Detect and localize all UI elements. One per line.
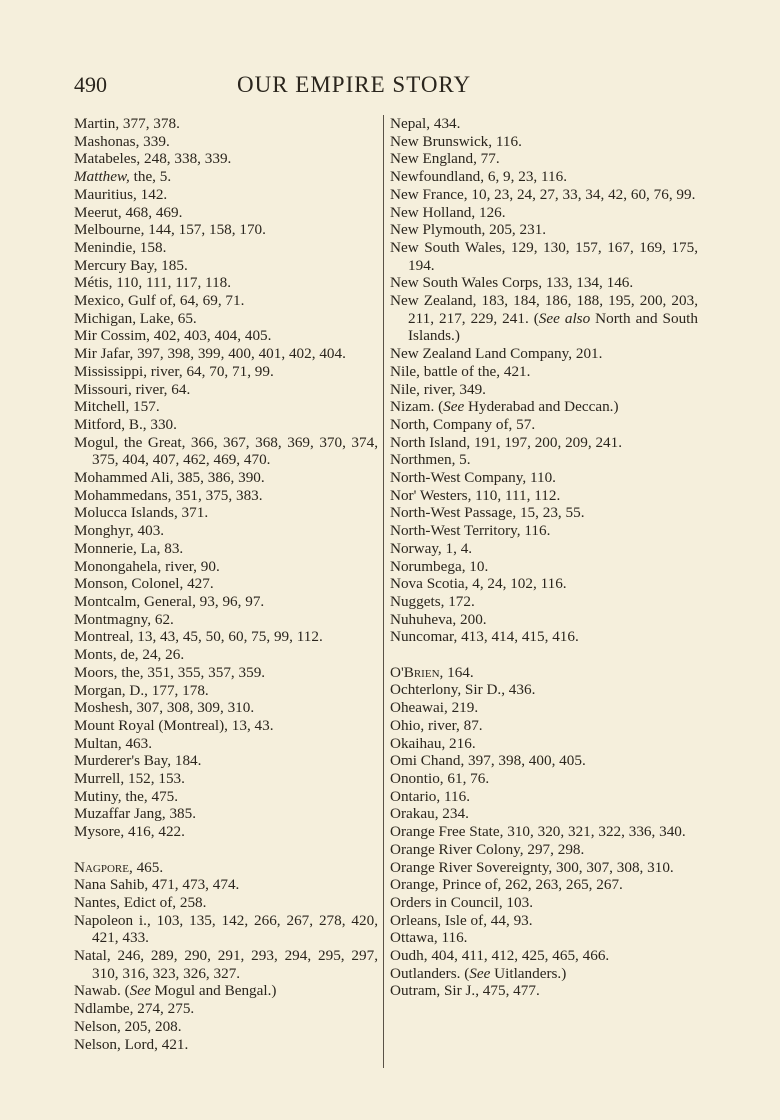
index-entry-part: Mir Cossim, 402, 403, 404, 405. xyxy=(74,327,272,345)
index-entry xyxy=(74,257,378,275)
index-entry xyxy=(390,699,698,717)
index-entry-part: Mutiny, the, 475. xyxy=(74,787,179,805)
index-entry xyxy=(390,540,698,558)
index-entry-part: Nuggets, 172. xyxy=(390,592,475,610)
index-entry-part: Mauritius, 142. xyxy=(74,185,168,203)
index-entry-part: Nepal, 434. xyxy=(390,115,461,132)
index-entry-part: Northmen, 5. xyxy=(390,451,471,469)
index-entry xyxy=(390,239,698,274)
index-entry-part: Orders in Council, 103. xyxy=(390,893,533,911)
index-entry xyxy=(74,540,378,558)
index-entry xyxy=(390,204,698,222)
index-entry-part: Monghyr, 403. xyxy=(74,522,165,540)
index-entry xyxy=(74,558,378,576)
index-entry-part: Monongahela, river, 90. xyxy=(74,557,220,575)
index-entry-part: Uitlanders.) xyxy=(490,964,567,982)
index-entry-part: Murderer's Bay, 184. xyxy=(74,752,202,770)
index-entry-part: North-West Company, 110. xyxy=(390,469,556,487)
running-title: OUR EMPIRE STORY xyxy=(237,72,472,97)
index-entry xyxy=(390,805,698,823)
index-entry xyxy=(74,699,378,717)
index-entry-part: Moors, the, 351, 355, 357, 359. xyxy=(74,663,266,681)
index-entry xyxy=(74,168,378,186)
index-entry-part: Muzaffar Jang, 385. xyxy=(74,805,197,823)
index-entry-part: New Zealand, 183, 184, 186, 188, 195, 200, 203, 211, 217, 229, 241. ( xyxy=(390,292,698,327)
index-entry xyxy=(74,682,378,700)
index-entry-part: Mercury Bay, 185. xyxy=(74,256,188,274)
index-entry xyxy=(74,628,378,646)
index-entry-part: New Brunswick, 116. xyxy=(390,132,522,150)
index-entry xyxy=(390,912,698,930)
index-entry-part: Mogul and Bengal.) xyxy=(150,982,277,1000)
index-entry-part: Matthew, xyxy=(74,168,130,186)
index-entry xyxy=(390,469,698,487)
index-entry xyxy=(390,876,698,894)
index-entry-part: Matabeles, 248, 338, 339. xyxy=(74,150,232,168)
index-entry-part: , 465. xyxy=(128,858,164,876)
index-entry xyxy=(74,1000,378,1018)
page-number: 490 xyxy=(74,72,107,97)
index-entry-part: Orakau, 234. xyxy=(390,805,469,823)
index-entry xyxy=(74,646,378,664)
index-entry xyxy=(74,859,378,877)
index-entry-part: Nelson, Lord, 421. xyxy=(74,1035,189,1053)
index-entry-part: Montreal, 13, 43, 45, 50, 60, 75, 99, 112. xyxy=(74,628,323,646)
index-entry-part: Outlanders. ( xyxy=(390,964,470,982)
index-entry-part: Orange Free State, 310, 320, 321, 322, 336, 340. xyxy=(390,823,686,841)
index-entry-part: North Island, 191, 197, 200, 209, 241. xyxy=(390,433,623,451)
index-entry-part: Murrell, 152, 153. xyxy=(74,770,185,788)
index-entry-part: Nawab. ( xyxy=(74,982,130,1000)
index-entry xyxy=(390,664,698,682)
index-column-left xyxy=(74,115,378,1053)
index-entry-part: Hyderabad and Deccan.) xyxy=(464,398,619,416)
index-entry xyxy=(390,717,698,735)
index-entry-part: Mohammedans, 351, 375, 383. xyxy=(74,486,263,504)
index-entry-part: See also xyxy=(538,309,591,327)
index-entry xyxy=(390,221,698,239)
index-entry-part: North, Company of, 57. xyxy=(390,415,536,433)
index-entry xyxy=(390,292,698,345)
index-column-right xyxy=(390,115,698,1000)
index-entry-part: Oudh, 404, 411, 412, 425, 465, 466. xyxy=(390,947,610,965)
index-entry xyxy=(390,982,698,1000)
index-entry xyxy=(390,168,698,186)
index-entry-part: Martin, 377, 378. xyxy=(74,115,180,132)
index-entry xyxy=(74,611,378,629)
index-entry xyxy=(74,717,378,735)
index-entry-part: Nantes, Edict of, 258. xyxy=(74,893,207,911)
index-entry-part: See xyxy=(443,398,465,416)
letter-section-gap xyxy=(390,646,698,664)
index-entry xyxy=(390,575,698,593)
index-entry xyxy=(74,664,378,682)
index-entry-part: Brien xyxy=(403,663,440,681)
index-entry-part: Nuncomar, 413, 414, 415, 416. xyxy=(390,628,579,646)
index-entry-part: New Zealand Land Company, 201. xyxy=(390,345,603,363)
index-entry xyxy=(74,274,378,292)
index-entry-part: Orange, Prince of, 262, 263, 265, 267. xyxy=(390,876,623,894)
index-entry xyxy=(390,681,698,699)
index-entry-part: Onontio, 61, 76. xyxy=(390,770,490,787)
index-entry xyxy=(74,398,378,416)
index-entry xyxy=(390,947,698,965)
index-entry-part: Orange River Colony, 297, 298. xyxy=(390,840,585,858)
index-entry-part: Mexico, Gulf of, 64, 69, 71. xyxy=(74,292,245,310)
index-entry-part: Orange River Sovereignty, 300, 307, 308, 310. xyxy=(390,858,674,876)
index-entry xyxy=(390,133,698,151)
index-entry-part: See xyxy=(129,982,151,1000)
index-entry xyxy=(390,593,698,611)
index-entry-part: New France, 10, 23, 24, 27, 33, 34, 42, 60, 76, 99. xyxy=(390,185,696,203)
index-entry-part: O' xyxy=(390,663,404,681)
index-entry xyxy=(390,345,698,363)
index-entry xyxy=(390,823,698,841)
index-entry xyxy=(390,363,698,381)
index-entry-part: Nelson, 205, 208. xyxy=(74,1017,182,1035)
index-entry xyxy=(390,752,698,770)
index-entry-part: North and South Islands.) xyxy=(408,309,698,345)
index-entry xyxy=(390,735,698,753)
index-entry xyxy=(74,805,378,823)
index-entry xyxy=(390,522,698,540)
index-entry-part: Melbourne, 144, 157, 158, 170. xyxy=(74,221,266,239)
index-entry xyxy=(74,1018,378,1036)
page-header xyxy=(74,72,694,102)
index-entry xyxy=(390,115,698,133)
index-entry-part: Mohammed Ali, 385, 386, 390. xyxy=(74,469,265,487)
index-entry xyxy=(74,327,378,345)
index-entry-part: Ochterlony, Sir D., 436. xyxy=(390,681,536,699)
index-entry xyxy=(390,504,698,522)
index-entry xyxy=(390,965,698,983)
index-entry xyxy=(74,416,378,434)
index-entry-part: Nile, river, 349. xyxy=(390,380,486,398)
index-entry-part: Moshesh, 307, 308, 309, 310. xyxy=(74,699,255,717)
index-entry-part: Ndlambe, 274, 275. xyxy=(74,1000,195,1018)
index-entry xyxy=(390,274,698,292)
index-entry xyxy=(74,292,378,310)
index-entry-part: Nana Sahib, 471, 473, 474. xyxy=(74,876,240,894)
index-entry xyxy=(74,469,378,487)
index-entry-part: New South Wales Corps, 133, 134, 146. xyxy=(390,274,634,292)
index-entry-part: Nizam. ( xyxy=(390,398,444,416)
letter-section-gap xyxy=(74,841,378,859)
index-entry xyxy=(74,982,378,1000)
index-entry-part: Monson, Colonel, 427. xyxy=(74,575,214,593)
index-entry-part: Morgan, D., 177, 178. xyxy=(74,681,209,699)
index-entry-part: Okaihau, 216. xyxy=(390,734,476,752)
index-entry-part: Montmagny, 62. xyxy=(74,610,174,628)
index-entry-part: New Plymouth, 205, 231. xyxy=(390,221,547,239)
index-entry xyxy=(390,841,698,859)
index-entry xyxy=(390,788,698,806)
index-entry-part: Napoleon i., 103, 135, 142, 266, 267, 278, 420, 421, 433. xyxy=(74,911,378,947)
index-entry xyxy=(74,912,378,947)
index-entry xyxy=(390,487,698,505)
index-entry-part: Mount Royal (Montreal), 13, 43. xyxy=(74,716,274,734)
index-entry xyxy=(390,558,698,576)
index-entry xyxy=(74,434,378,469)
index-entry xyxy=(74,752,378,770)
index-entry-part: Mashonas, 339. xyxy=(74,132,170,150)
index-entry-part: Métis, 110, 111, 117, 118. xyxy=(74,274,232,292)
index-entry xyxy=(74,487,378,505)
column-divider xyxy=(383,115,384,1068)
index-entry xyxy=(74,788,378,806)
index-entry xyxy=(74,522,378,540)
index-entry-part: New Holland, 126. xyxy=(390,203,506,221)
index-entry-part: Montcalm, General, 93, 96, 97. xyxy=(74,592,265,610)
index-entry-part: Ottawa, 116. xyxy=(390,929,468,947)
index-entry-part: Meerut, 468, 469. xyxy=(74,203,183,221)
index-entry xyxy=(74,1036,378,1054)
index-entry xyxy=(390,611,698,629)
index-entry xyxy=(390,434,698,452)
index-entry xyxy=(390,186,698,204)
index-entry-part: Orleans, Isle of, 44, 93. xyxy=(390,911,533,929)
index-entry xyxy=(74,575,378,593)
index-entry-part: Nagpore xyxy=(74,858,129,876)
index-entry xyxy=(390,770,698,788)
index-entry xyxy=(74,221,378,239)
index-entry-part: North-West Passage, 15, 23, 55. xyxy=(390,504,585,522)
index-entry xyxy=(74,894,378,912)
index-entry-part: North-West Territory, 116. xyxy=(390,522,551,540)
index-entry xyxy=(74,947,378,982)
index-entry-part: Monnerie, La, 83. xyxy=(74,539,184,557)
index-entry-part: Multan, 463. xyxy=(74,734,153,752)
index-entry-part: Molucca Islands, 371. xyxy=(74,504,209,522)
index-entry-part: New South Wales, 129, 130, 157, 167, 169, 175, 194. xyxy=(390,238,698,274)
index-entry xyxy=(390,381,698,399)
index-entry xyxy=(390,451,698,469)
index-entry-part: Mysore, 416, 422. xyxy=(74,823,185,841)
index-entry xyxy=(74,239,378,257)
index-entry-part: Mitchell, 157. xyxy=(74,398,160,416)
index-entry-part: Norway, 1, 4. xyxy=(390,539,473,557)
index-entry-part: Norumbega, 10. xyxy=(390,557,489,575)
index-entry-part: See xyxy=(469,964,491,982)
index-entry-part: Monts, de, 24, 26. xyxy=(74,646,185,664)
index-entry xyxy=(390,894,698,912)
index-entry xyxy=(74,823,378,841)
index-entry xyxy=(74,150,378,168)
index-entry-part: Newfoundland, 6, 9, 23, 116. xyxy=(390,168,568,186)
index-entry xyxy=(390,929,698,947)
index-entry xyxy=(74,735,378,753)
index-entry-part: New England, 77. xyxy=(390,150,500,168)
index-entry-part: Mogul, the Great, 366, 367, 368, 369, 370, 374, 375, 404, 407, 462, 469, 470. xyxy=(74,433,378,469)
index-entry-part: Mir Jafar, 397, 398, 399, 400, 401, 402, 404. xyxy=(74,345,346,363)
index-entry-part: Omi Chand, 397, 398, 400, 405. xyxy=(390,752,586,770)
index-entry xyxy=(390,398,698,416)
index-entry-part: Nor' Westers, 110, 111, 112. xyxy=(390,486,561,504)
index-entry-part: Ohio, river, 87. xyxy=(390,716,483,734)
index-entry xyxy=(74,363,378,381)
index-entry-part: Missouri, river, 64. xyxy=(74,380,191,398)
index-entry xyxy=(74,133,378,151)
index-entry-part: Mitford, B., 330. xyxy=(74,415,177,433)
index-entry-part: Ontario, 116. xyxy=(390,787,471,805)
index-entry xyxy=(74,770,378,788)
index-entry xyxy=(74,115,378,133)
index-entry xyxy=(74,381,378,399)
index-entry-part: the, 5. xyxy=(129,168,172,186)
index-entry xyxy=(390,150,698,168)
index-entry xyxy=(74,204,378,222)
index-entry-part: Natal, 246, 289, 290, 291, 293, 294, 295, 297, 310, 316, 323, 326, 327. xyxy=(74,947,378,982)
index-entry-part: Menindie, 158. xyxy=(74,238,167,256)
index-entry xyxy=(74,876,378,894)
index-entry xyxy=(74,310,378,328)
index-entry xyxy=(74,504,378,522)
index-entry-part: Nova Scotia, 4, 24, 102, 116. xyxy=(390,575,567,593)
index-entry xyxy=(74,593,378,611)
index-entry xyxy=(390,416,698,434)
index-entry-part: Michigan, Lake, 65. xyxy=(74,309,197,327)
index-entry xyxy=(74,345,378,363)
index-entry-part: Mississippi, river, 64, 70, 71, 99. xyxy=(74,362,274,380)
index-entry-part: , 164. xyxy=(439,663,474,681)
index-entry-part: Outram, Sir J., 475, 477. xyxy=(390,982,540,1000)
index-entry-part: Oheawai, 219. xyxy=(390,699,479,717)
index-entry xyxy=(390,628,698,646)
index-entry-part: Nuhuheva, 200. xyxy=(390,610,487,628)
index-entry xyxy=(390,859,698,877)
index-entry-part: Nile, battle of the, 421. xyxy=(390,362,531,380)
index-entry xyxy=(74,186,378,204)
